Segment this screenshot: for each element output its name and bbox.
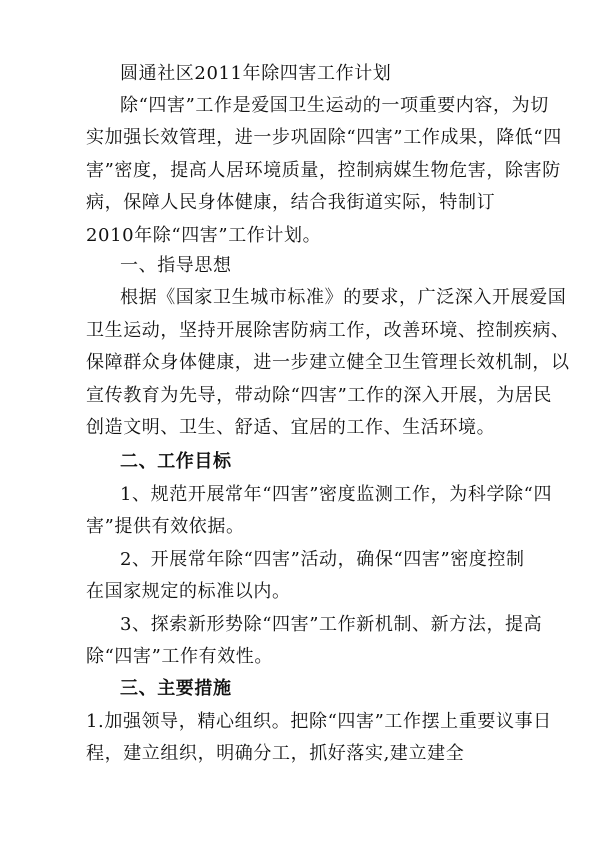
section2-line-6: 除“四害”工作有效性。 <box>86 646 274 667</box>
intro-line-2: 实加强长效管理，进一步巩固除“四害”工作成果，降低“四 <box>86 127 562 148</box>
section1-line-5: 创造文明、卫生、舒适、宜居的工作、生活环境。 <box>86 417 496 438</box>
section-heading-work-goals: 二、工作目标 <box>120 451 232 472</box>
section2-line-3: 2、开展常年除“四害”活动，确保“四害”密度控制 <box>120 549 525 570</box>
intro-line-1: 除“四害”工作是爱国卫生运动的一项重要内容，为切 <box>120 95 549 116</box>
section2-line-2: 害”提供有效依据。 <box>86 516 245 537</box>
section-heading-main-measures: 三、主要措施 <box>120 678 232 699</box>
section2-line-1: 1、规范开展常年“四害”密度监测工作，为科学除“四 <box>120 484 553 505</box>
section1-line-2: 卫生运动，坚持开展除害防病工作，改善环境、控制疾病、 <box>86 320 570 341</box>
section2-line-4: 在国家规定的标准以内。 <box>86 581 291 602</box>
section2-line-5: 3、探索新形势除“四害”工作新机制、新方法，提高 <box>120 614 543 635</box>
section1-line-4: 宣传教育为先导，带动除“四害”工作的深入开展，为居民 <box>86 385 553 406</box>
section1-line-1: 根据《国家卫生城市标准》的要求，广泛深入开展爱国 <box>120 287 567 308</box>
section1-line-3: 保障群众身体健康，进一步建立健全卫生管理长效机制，以 <box>86 352 570 373</box>
intro-line-5: 2010年除“四害”工作计划。 <box>86 225 322 246</box>
section3-line-2: 程，建立组织，明确分工，抓好落实,建立建全 <box>86 743 465 764</box>
document-title: 圆通社区2011年除四害工作计划 <box>120 63 392 84</box>
intro-line-3: 害”密度，提高人居环境质量，控制病媒生物危害，除害防 <box>86 160 561 181</box>
section-heading-guiding-ideology: 一、指导思想 <box>120 255 232 276</box>
intro-line-4: 病，保障人民身体健康，结合我街道实际，特制订 <box>86 192 496 213</box>
section3-line-1: 1.加强领导，精心组织。把除“四害”工作摆上重要议事日 <box>86 711 552 732</box>
